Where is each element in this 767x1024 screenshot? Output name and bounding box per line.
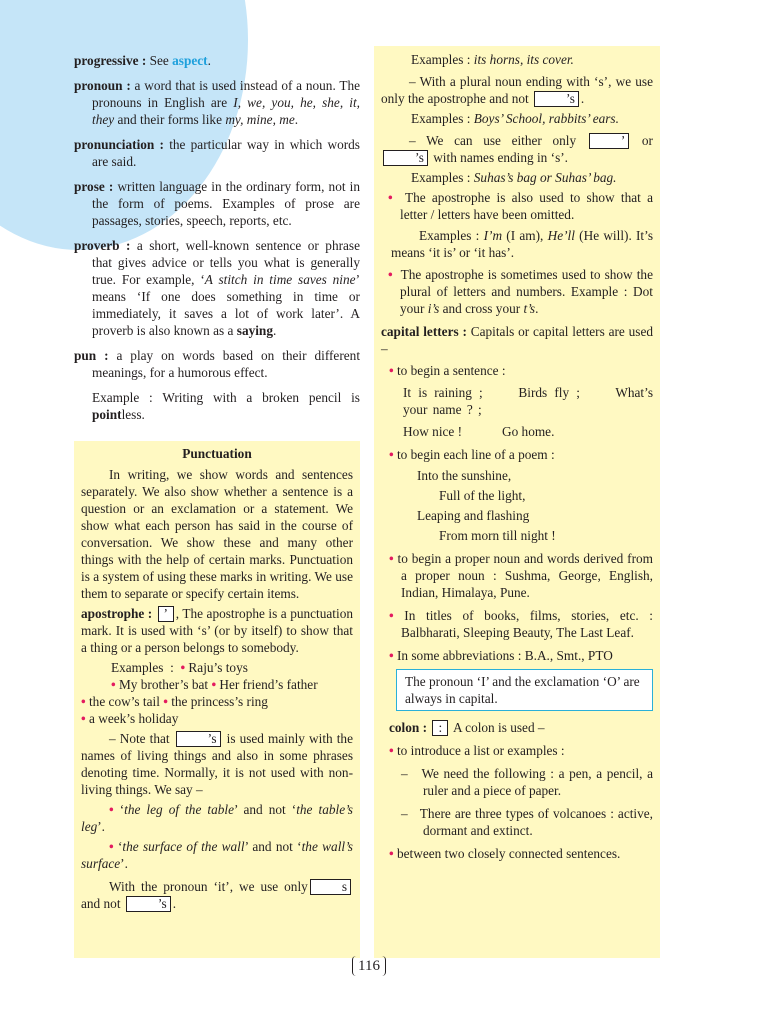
punctuation-box [74, 441, 360, 958]
examples-its: Examples : its horns, its cover. [411, 52, 574, 67]
apostrophe-examples-cont: • the cow’s tail • the princess’s ring • a week’s holiday [81, 694, 268, 726]
colon-definition: colon : : A colon is used – [389, 720, 545, 735]
caps-bullet-2: • to begin each line of a poem : [389, 447, 555, 462]
aspect-link[interactable]: aspect [172, 53, 208, 68]
omit-examples: Examples : I’m (I am), He’ll (He will). It’s means ‘it is’ or ‘it has’. [391, 228, 653, 260]
colon-example-1: – We need the following : a pen, a pencil, a ruler and a piece of paper. [401, 766, 654, 798]
apostrophe-note: – Note that ’s is used mainly with the names of living things and also in some phrases denoting time. Normally, it is not used with non-living things. We say – [81, 731, 353, 797]
omit-bullet: • The apostrophe is also used to show that a letter / letters have been omitted. [388, 190, 653, 222]
entry-prose: prose : written language in the ordinary form, not in the form of poems. Examples of prose are passages, stories, speech, reports, etc. [74, 179, 360, 228]
entry-proverb: proverb : a short, well-known sentence or phrase that gives advice or tells you what is generally true. For example, ‘A stitch in time saves nine’ means ‘If one does something in time or immediately, it saves a lot of work later’. A proverb is also known as a saying. [74, 238, 361, 338]
we-say-2: • ‘the surface of the wall’ and not ‘the wall’s surface’. [81, 839, 353, 871]
caps-bullet-1-examples: It is raining ; Birds fly ; What’s your name ? ; [403, 385, 653, 417]
entry-pun: pun : a play on words based on their different meanings, for a humorous effect. [74, 348, 361, 380]
page-number: 116 [352, 956, 386, 976]
entry-pronunciation: pronunciation : the particular way in which words are said. [74, 137, 360, 169]
colon-symbol: : [432, 720, 448, 736]
either-note: – We can use either only ’ or ’s with names ending in ‘s’. [381, 132, 653, 166]
entry-pronoun: pronoun : a word that is used instead of a noun. The pronouns in English are I, we, you, he, she, it, they and their forms like my, mine, me. [74, 78, 360, 127]
apostrophe-examples: Examples : • Raju’s toys • My brother’s bat • Her friend’s father [111, 660, 318, 692]
we-say-1: • ‘the leg of the table’ and not ‘the table’s leg’. [81, 802, 353, 834]
punctuation-intro: In writing, we show words and sentences separately. We also show whether a sentence is a question or an exclamation or a statement. We show what each person has said in the course of conversation. We show these and many other things with the help of certain marks. Punctuation is a system of using these marks in writing. We use them to separate or specify certain items. [81, 467, 353, 601]
apostrophe-definition: apostrophe : ’ , The apostrophe is a punctuation mark. It is used with ‘s’ (or by itself) to show that a thing or a person belongs to somebody. [81, 606, 353, 655]
punctuation-title: Punctuation [182, 446, 252, 461]
plural-letters-bullet: • The apostrophe is sometimes used to show the plural of letters and numbers. Example : Dot your i’s and cross your t’s. [388, 267, 653, 316]
glossary-column [74, 52, 360, 423]
pun-example: Example : Writing with a broken pencil is pointless. [92, 390, 360, 422]
apostrophe-capitals-colon-box [374, 46, 660, 958]
capital-letters-definition: capital letters : Capitals or capital letters are used – [381, 324, 654, 356]
examples-suhas: Examples : Suhas’s bag or Suhas’ bag. [411, 170, 617, 185]
caps-bullet-5: • In some abbreviations : B.A., Smt., PTO [389, 648, 613, 663]
caps-bullet-1: • to begin a sentence : [389, 363, 506, 378]
examples-plural: Examples : Boys’ School, rabbits’ ears. [411, 111, 619, 126]
poem: Into the sunshine, Full of the light, Leaping and flashing From morn till night ! [417, 468, 556, 543]
colon-bullet-1: • to introduce a list or examples : [389, 743, 565, 758]
plural-note: – With a plural noun ending with ‘s’, we use only the apostrophe and not ’s . [381, 74, 653, 106]
apostrophe-symbol: ’ [158, 606, 174, 622]
caps-bullet-3: • to begin a proper noun and words derived from a proper noun : Sushma, George, English, Indian, Himalaya, Pune. [389, 551, 653, 600]
pronoun-it-note: With the pronoun ‘it’, we use only s and not ’s . [81, 878, 353, 912]
colon-bullet-2: • between two closely connected sentences. [389, 846, 621, 861]
colon-example-2: – There are three types of volcanoes : active, dormant and extinct. [401, 806, 654, 838]
caps-bullet-1-examples-2: How nice ! Go home. [403, 424, 555, 439]
capital-note-box: The pronoun ‘I’ and the exclamation ‘O’ are always in capital. [396, 669, 653, 711]
caps-bullet-4: • In titles of books, films, stories, etc. : Balbharati, Sleeping Beauty, The Last Leaf. [389, 608, 653, 640]
entry-progressive: progressive : See aspect. [74, 53, 211, 68]
